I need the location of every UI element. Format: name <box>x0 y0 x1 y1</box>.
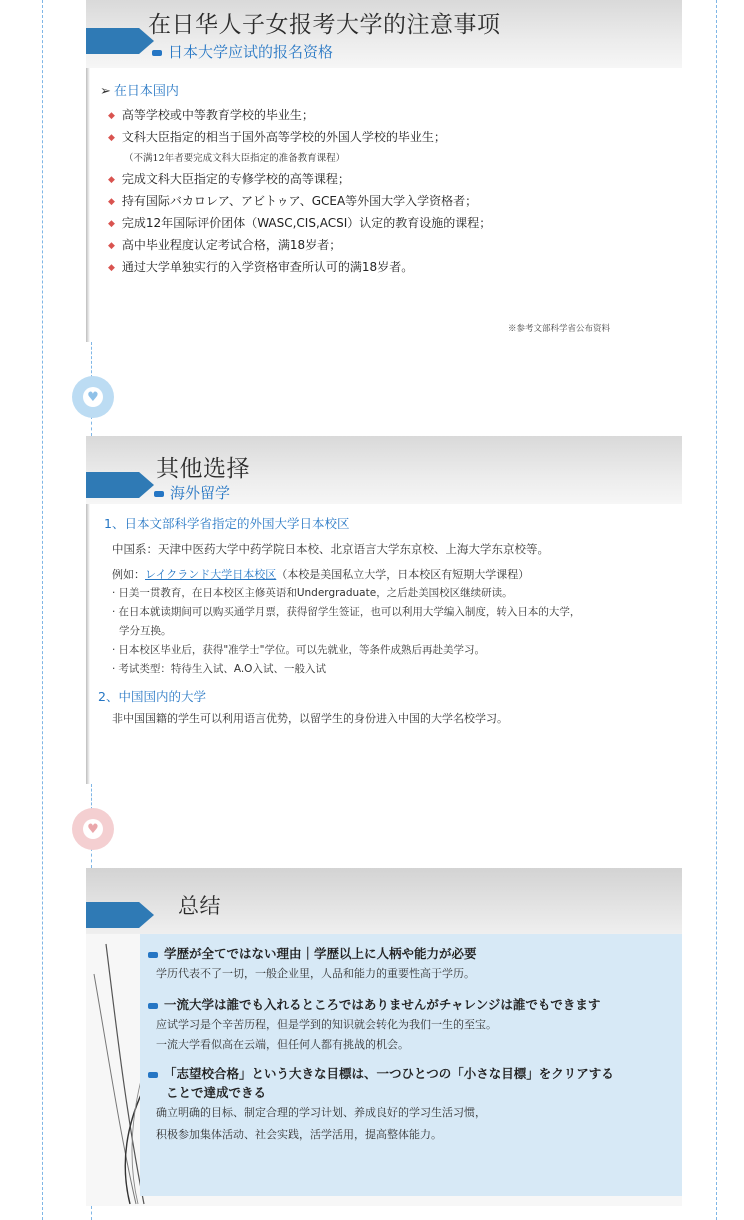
heart-icon: ♥ <box>72 376 114 418</box>
example-line: 例如：レイクランド大学日本校区（本校是美国私立大学，日本校区有短期大学课程） <box>112 568 530 581</box>
slide-title: 其他选择 <box>156 456 250 482</box>
connector-line <box>91 416 92 436</box>
paragraph: 中国系：天津中医药大学中药学院日本校、北京语言大学东京校、上海大学东京校等。 <box>112 542 549 556</box>
right-guide-line <box>716 0 717 1220</box>
slide-header <box>86 436 682 504</box>
point-heading: 一流大学は誰でも入れるところではありませんがチャレンジは誰でもできます <box>148 995 682 1014</box>
arrow-bullet-icon: ➢ <box>100 84 111 99</box>
diamond-bullet-icon: ◆ <box>108 111 115 121</box>
list-item: ◆ 高中毕业程度认定考试合格，满18岁者； <box>108 238 342 252</box>
point-heading: 「志望校合格」という大きな目標は、一つひとつの「小さな目標」をクリアする <box>148 1064 682 1083</box>
slide-body <box>86 504 682 784</box>
arrow-tab-icon <box>86 472 154 498</box>
list-item: · 在日本就读期间可以购买通学月票，获得留学生签证，也可以利用大学编入制度，转入日本的大学， <box>112 606 581 618</box>
list-item-continuation: 学分互换。 <box>119 625 172 637</box>
source-note: ※参考文部科学省公布资料 <box>507 324 610 334</box>
list-item: · 日本校区毕业后，获得"准学士"学位。可以先就业，等条件成熟后再赴美学习。 <box>112 644 486 656</box>
slide-subtitle: 海外留学 <box>154 482 230 503</box>
list-item: · 考试类型：特待生入试、A.O入试、一般入试 <box>112 663 326 675</box>
list-note: （不满12年者要完成文科大臣指定的准备教育课程） <box>124 153 346 164</box>
paragraph: 非中国国籍的学生可以利用语言优势，以留学生的身份进入中国的大学名校学习。 <box>112 712 508 725</box>
slide-header <box>86 868 682 934</box>
diamond-bullet-icon: ◆ <box>108 263 115 273</box>
section-heading: 1、日本文部科学省指定的外国大学日本校区 <box>104 516 350 531</box>
slide-header <box>86 0 682 68</box>
left-guide-line <box>42 0 43 1220</box>
slide-title: 总结 <box>178 894 221 918</box>
bullet-icon <box>154 491 164 497</box>
connector-line <box>91 848 92 868</box>
diamond-bullet-icon: ◆ <box>108 175 115 185</box>
point-text: 应试学习是个辛苦历程，但是学到的知识就会转化为我们一生的至宝。 <box>156 1018 497 1031</box>
school-link[interactable]: レイクランド大学日本校区 <box>145 568 277 581</box>
slide-other-options <box>86 436 682 784</box>
diamond-bullet-icon: ◆ <box>108 197 115 207</box>
bullet-icon <box>148 1072 158 1078</box>
list-item: ◆ 完成12年国际评价团体（WASC,CIS,ACSI）认定的教育设施的课程； <box>108 216 492 230</box>
diamond-bullet-icon: ◆ <box>108 241 115 251</box>
list-item: ◆ 高等学校或中等教育学校的毕业生； <box>108 108 314 122</box>
arrow-tab-icon <box>86 28 154 54</box>
list-item: · 日美一贯教育，在日本校区主修英语和Undergraduate，之后赴美国校区继续研读。 <box>112 587 513 599</box>
point-text: 一流大学看似高在云端，但任何人都有挑战的机会。 <box>156 1038 409 1051</box>
connector-line <box>91 1206 92 1220</box>
slide-body <box>86 68 682 342</box>
bullet-icon <box>148 952 158 958</box>
point-text: 积极参加集体活动、社会实践，活学活用，提高整体能力。 <box>156 1128 442 1141</box>
heart-icon: ♥ <box>72 808 114 850</box>
section-heading: ➢ 在日本国内 <box>100 84 179 99</box>
diamond-bullet-icon: ◆ <box>108 133 115 143</box>
bullet-icon <box>152 50 162 56</box>
slide-title: 在日华人子女报考大学的注意事项 <box>148 12 501 38</box>
summary-panel <box>140 934 682 1196</box>
slide-application-requirements <box>86 0 682 342</box>
point-heading: 学歴が全てではない理由｜学歴以上に人柄や能力が必要 <box>148 944 682 963</box>
list-item: ◆ 通过大学单独实行的入学资格审查所认可的满18岁者。 <box>108 260 414 274</box>
list-item: ◆ 完成文科大臣指定的专修学校的高等课程； <box>108 172 350 186</box>
section-heading: 2、中国国内的大学 <box>98 689 206 704</box>
list-item: ◆ 文科大臣指定的相当于国外高等学校的外国人学校的毕业生； <box>108 130 446 144</box>
bullet-icon <box>148 1003 158 1009</box>
connector-line <box>91 784 92 810</box>
point-heading-continuation: ことで達成できる <box>166 1085 267 1100</box>
connector-line <box>91 342 92 378</box>
slide-subtitle: 日本大学应试的报名资格 <box>152 41 333 62</box>
slide-summary <box>86 868 682 1206</box>
arrow-tab-icon <box>86 902 154 928</box>
list-item: ◆ 持有国际バカロレア、アビトゥア、GCEA等外国大学入学资格者； <box>108 194 478 208</box>
diamond-bullet-icon: ◆ <box>108 219 115 229</box>
point-text: 学历代表不了一切，一般企业里，人品和能力的重要性高于学历。 <box>156 967 475 980</box>
point-text: 确立明确的目标、制定合理的学习计划、养成良好的学习生活习惯， <box>156 1106 486 1119</box>
